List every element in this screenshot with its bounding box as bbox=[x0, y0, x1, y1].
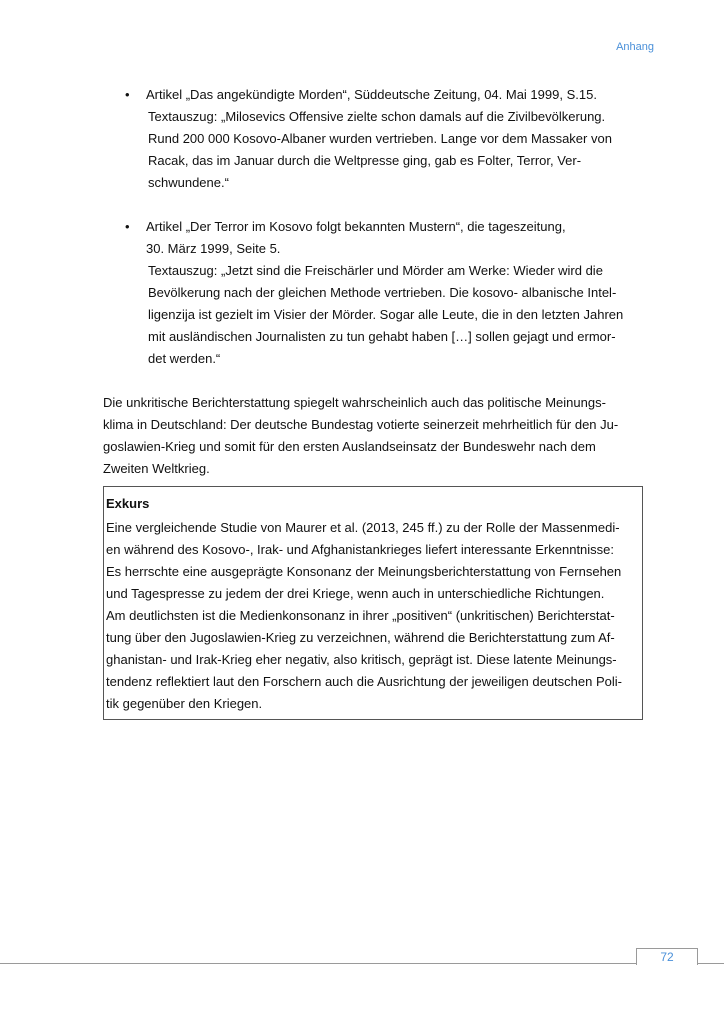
exkurs-line: Am deutlichsten ist die Medienkonsonanz in ihrer „positiven“ (unkritischen) Berichterstat- bbox=[106, 608, 615, 623]
bullet-line: Textauszug: „Jetzt sind die Freischärler und Mörder am Werke: Wieder wird die bbox=[148, 263, 603, 278]
bullet-line: ligenzija ist gezielt im Visier der Mörder. Sogar alle Leute, die in den letzten Jahren bbox=[148, 307, 624, 322]
body-paragraph bbox=[103, 392, 643, 480]
source-bullet-list bbox=[103, 84, 643, 370]
exkurs-line: tendenz reflektiert laut den Forschern auch die Ausrichtung der jeweiligen deutschen Poli- bbox=[106, 674, 622, 689]
exkurs-line: tung über den Jugoslawien-Krieg zu verzeichnen, während die Berichterstattung zum Af- bbox=[106, 630, 615, 645]
bullet-line: Textauszug: „Milosevics Offensive zielte schon damals auf die Zivilbevölkerung. bbox=[148, 109, 606, 124]
bullet-line: schwundene.“ bbox=[148, 175, 229, 190]
list-item bbox=[103, 216, 643, 370]
bullet-line: Artikel „Das angekündigte Morden“, Süddeutsche Zeitung, 04. Mai 1999, S.15. bbox=[146, 87, 597, 102]
bullet-line: det werden.“ bbox=[148, 351, 221, 366]
paragraph-line: Zweiten Weltkrieg. bbox=[103, 461, 210, 476]
exkurs-line: ghanistan- und Irak-Krieg eher negativ, also kritisch, geprägt ist. Diese latente Meinungs- bbox=[106, 652, 617, 667]
bullet-line: Racak, das im Januar durch die Weltpresse ging, gab es Folter, Terror, Ver- bbox=[148, 153, 582, 168]
bullet-icon: • bbox=[125, 219, 130, 234]
bullet-line: 30. März 1999, Seite 5. bbox=[146, 241, 281, 256]
bullet-line: Artikel „Der Terror im Kosovo folgt bekannten Mustern“, die tageszeitung, bbox=[146, 219, 566, 234]
paragraph-line: Die unkritische Berichterstattung spiegelt wahrscheinlich auch das politische Meinungs- bbox=[103, 395, 606, 410]
exkurs-line: Es herrschte eine ausgeprägte Konsonanz der Meinungsberichterstattung von Fernsehen bbox=[106, 564, 622, 579]
exkurs-box bbox=[103, 486, 643, 720]
bullet-line: Bevölkerung nach der gleichen Methode vertrieben. Die kosovo- albanische Intel- bbox=[148, 285, 617, 300]
bullet-line: Rund 200 000 Kosovo-Albaner wurden vertrieben. Lange vor dem Massaker von bbox=[148, 131, 612, 146]
paragraph-line: klima in Deutschland: Der deutsche Bundestag votierte seinerzeit mehrheitlich für den Ju- bbox=[103, 417, 619, 432]
bullet-line: mit ausländischen Journalisten zu tun gehabt haben […] sollen gejagt und ermor- bbox=[148, 329, 616, 344]
footer-rule bbox=[0, 963, 724, 964]
exkurs-line: und Tagespresse zu jedem der drei Kriege, wenn auch in unterschiedliche Richtungen. bbox=[106, 586, 605, 601]
page-content bbox=[103, 84, 643, 720]
exkurs-line: Eine vergleichende Studie von Maurer et al. (2013, 245 ff.) zu der Rolle der Massenmedi- bbox=[106, 520, 620, 535]
exkurs-title: Exkurs bbox=[106, 496, 150, 511]
bullet-icon: • bbox=[125, 87, 130, 102]
paragraph-line: goslawien-Krieg und somit für den ersten Auslandseinsatz der Bundeswehr nach dem bbox=[103, 439, 596, 454]
list-item bbox=[103, 84, 643, 194]
exkurs-line: en während des Kosovo-, Irak- und Afghanistankrieges liefert interessante Erkenntnisse: bbox=[106, 542, 615, 557]
page-number: 72 bbox=[636, 948, 698, 965]
exkurs-line: tik gegenüber den Kriegen. bbox=[106, 696, 263, 711]
running-header-section: Anhang bbox=[616, 41, 654, 53]
